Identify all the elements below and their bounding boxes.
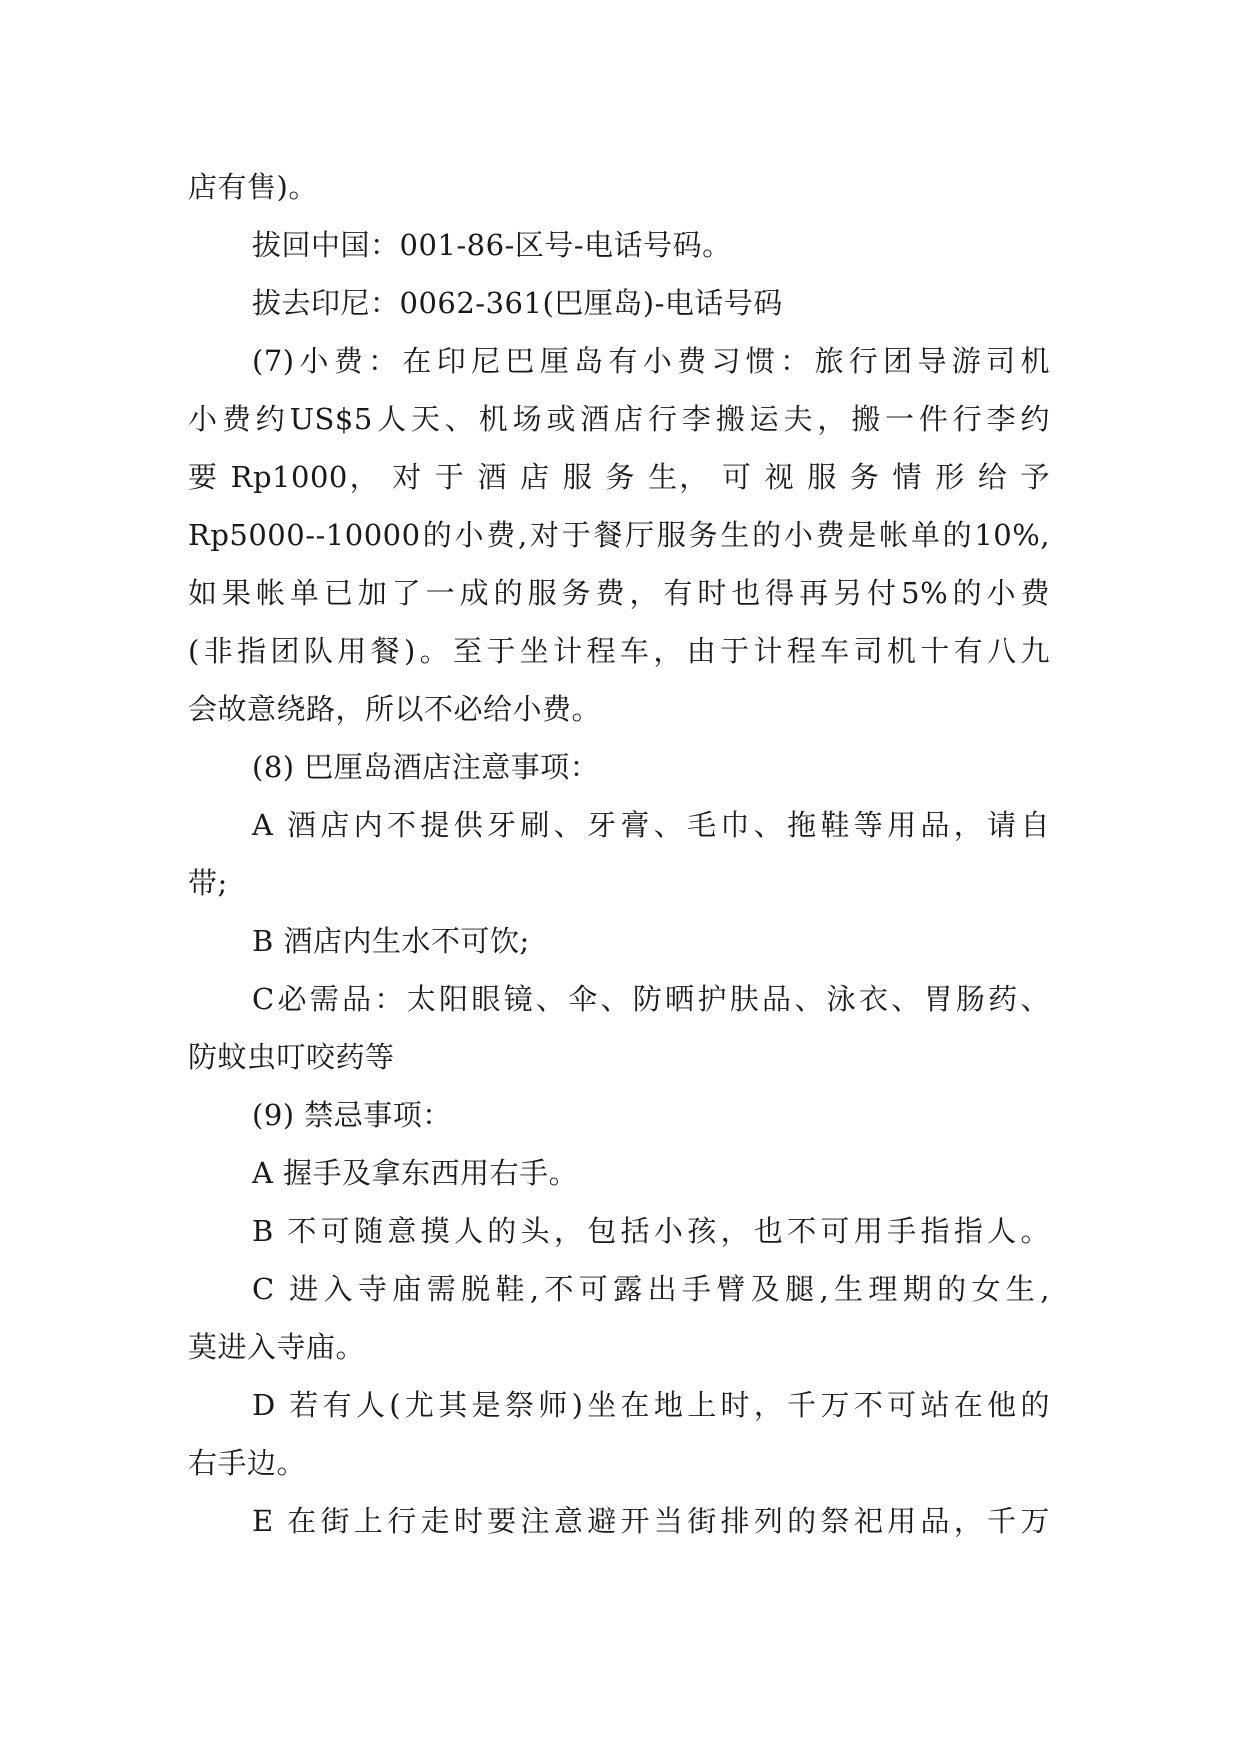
text-line: 右手边。 [188,1446,307,1480]
text-line: C必需品：太阳眼镜、伞、防晒护肤品、泳衣、胃肠药、 [252,982,1050,1016]
text-line: B 酒店内生水不可饮; [252,924,530,958]
text-line: 小费约US$5人天、机场或酒店行李搬运夫，搬一件行李约 [188,402,1050,436]
document-page [188,158,1050,1550]
text-line: 如果帐单已加了一成的服务费，有时也得再另付5%的小费 [188,576,1050,610]
text-line: 莫进入寺庙。 [188,1330,366,1364]
text-line: 要 Rp1000， 对 于 酒 店 服 务 生， 可 视 服 务 情 形 给 予 [188,460,1050,494]
text-line: C 进入寺庙需脱鞋,不可露出手臂及腿,生理期的女生, [252,1272,1050,1306]
text-line: E 在街上行走时要注意避开当街排列的祭祀用品，千万 [252,1504,1050,1538]
text-line: Rp5000--10000的小费,对于餐厅服务生的小费是帐单的10%, [188,518,1050,552]
text-line: A 酒店内不提供牙刷、牙膏、毛巾、拖鞋等用品，请自 [252,808,1050,842]
text-line: 防蚊虫叮咬药等 [188,1040,395,1074]
text-line: D 若有人(尤其是祭师)坐在地上时，千万不可站在他的 [252,1388,1050,1422]
text-line: 会故意绕路，所以不必给小费。 [188,692,602,726]
text-line: (7)小费：在印尼巴厘岛有小费习惯：旅行团导游司机 [252,344,1050,378]
text-line: A 握手及拿东西用右手。 [252,1156,579,1190]
text-line: B 不可随意摸人的头，包括小孩，也不可用手指指人。 [252,1214,1050,1248]
text-line: (非指团队用餐)。至于坐计程车，由于计程车司机十有八九 [188,634,1050,668]
text-line: 拔回中国：001-86-区号-电话号码。 [252,228,732,262]
text-line: 店有售)。 [188,170,318,204]
text-line: (8) 巴厘岛酒店注意事项： [252,750,600,784]
text-line: (9) 禁忌事项： [252,1098,452,1132]
text-line: 拔去印尼：0062-361(巴厘岛)-电话号码 [252,286,783,320]
text-line: 带; [188,866,228,900]
